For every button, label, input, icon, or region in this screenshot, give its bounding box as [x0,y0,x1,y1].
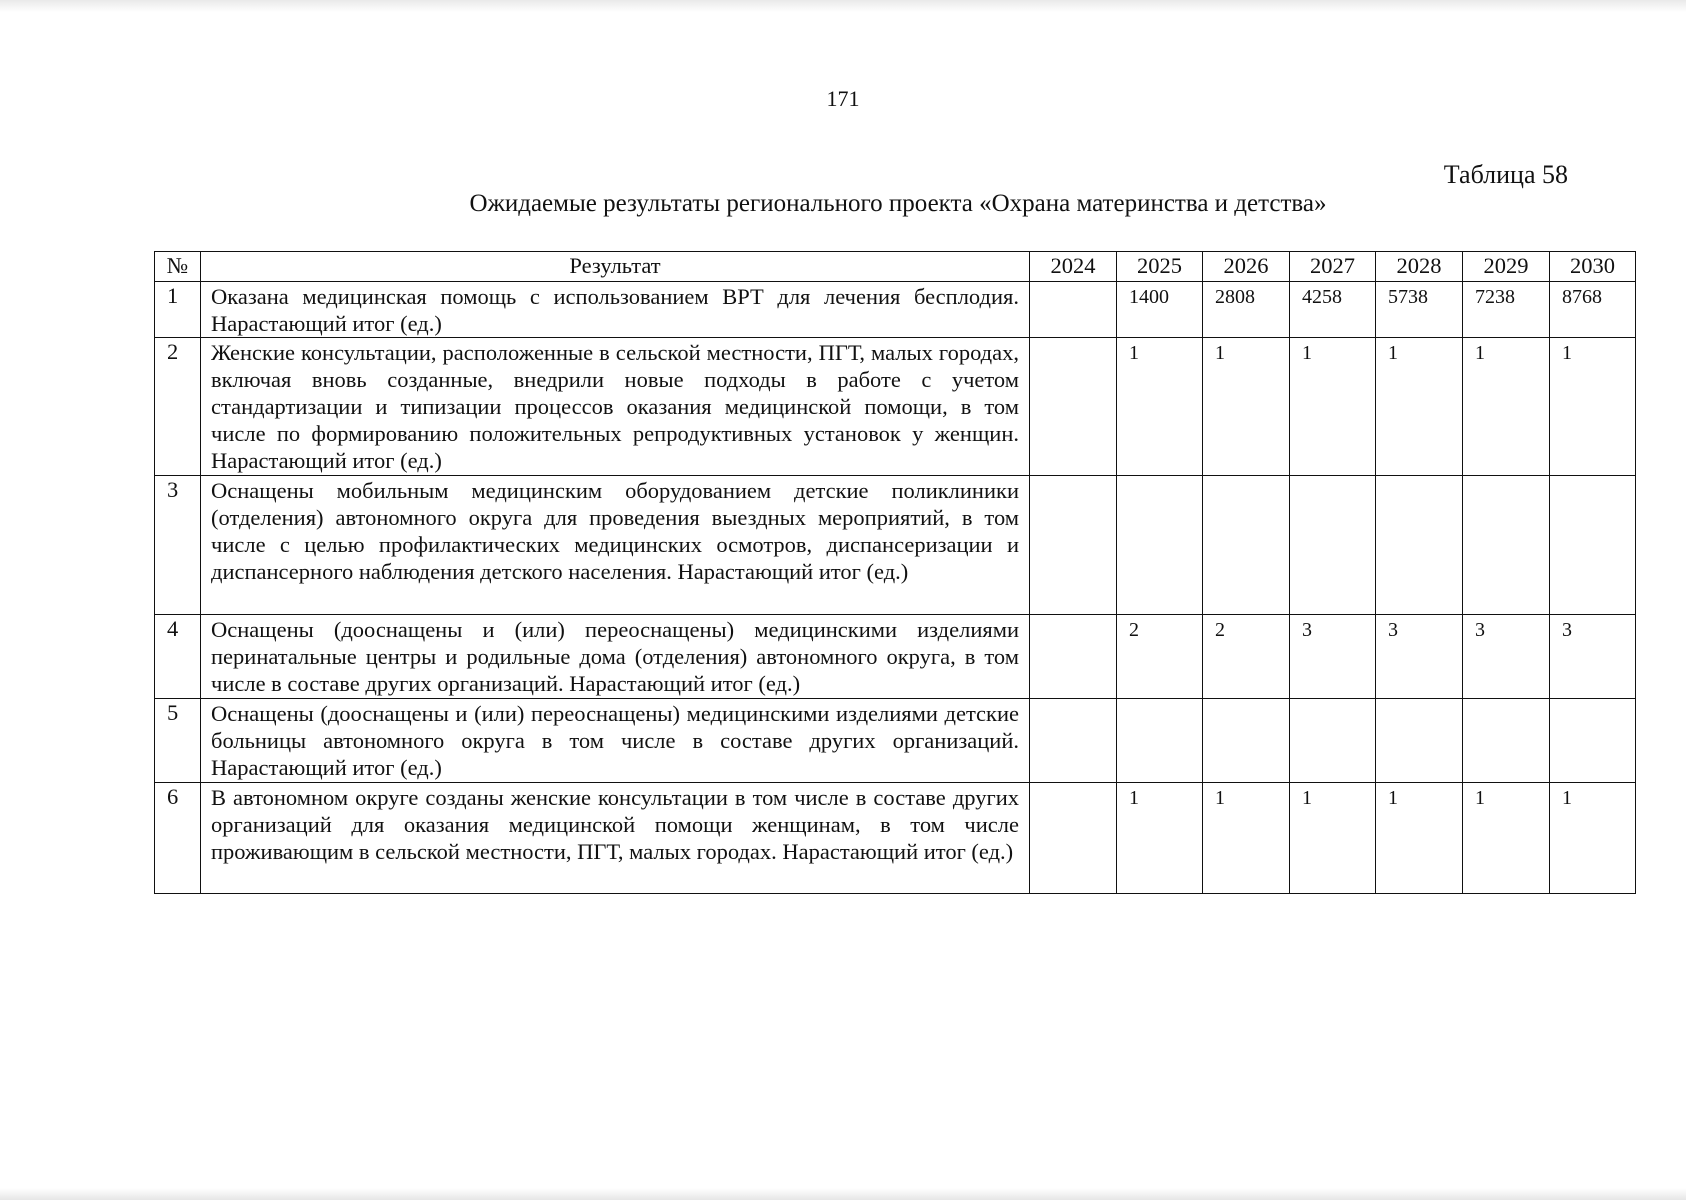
value-2024 [1030,338,1117,476]
value-2024 [1030,699,1117,783]
value-2026: 2808 [1203,282,1290,338]
header-year-2030: 2030 [1550,252,1636,282]
row-number: 4 [155,615,201,699]
value-2025: 1 [1117,783,1203,894]
table-row [155,699,1636,783]
value-2026: 1 [1203,783,1290,894]
row-result-text: Женские консультации, расположенные в сельской местности, ПГТ, малых городах, включая вновь созданные, внедрили новые подходы в работе с учетом стандартизации и типизации процессов оказания медицинской помощи, в том числе по формированию положительных репродуктивных установок у женщин. Нарастающий итог (ед.) [201,338,1030,476]
row-number: 5 [155,699,201,783]
page-number: 171 [826,86,860,111]
scan-edge-bottom [0,1188,1686,1200]
value-2027: 4258 [1290,282,1376,338]
table-row [155,783,1636,894]
value-2027: 3 [1290,615,1376,699]
header-result: Результат [201,252,1030,282]
row-number: 3 [155,476,201,615]
header-year-2026: 2026 [1203,252,1290,282]
table-title: Ожидаемые результаты регионального проекта «Охрана материнства и детства» [469,190,1327,217]
value-2025: 2 [1117,615,1203,699]
row-result-text: Оснащены мобильным медицинским оборудованием детские поликлиники (отделения) автономного округа для проведения выездных мероприятий, в том числе с целью профилактических медицинских осмотров, диспансеризации и диспансерного наблюдения детского населения. Нарастающий итог (ед.) [201,476,1030,615]
row-result-text: Оказана медицинская помощь с использованием ВРТ для лечения бесплодия. Нарастающий итог (ед.) [201,282,1030,338]
value-2027: 1 [1290,783,1376,894]
value-2030: 3 [1550,615,1636,699]
value-2029: 3 [1463,615,1550,699]
value-2027 [1290,476,1376,615]
value-2030: 1 [1550,338,1636,476]
row-number: 2 [155,338,201,476]
value-2029: 7238 [1463,282,1550,338]
value-2025 [1117,699,1203,783]
value-2028 [1376,476,1463,615]
header-year-2029: 2029 [1463,252,1550,282]
value-2024 [1030,615,1117,699]
row-number: 6 [155,783,201,894]
table-row [155,476,1636,615]
header-num: № [155,252,201,282]
value-2028: 1 [1376,783,1463,894]
value-2028 [1376,699,1463,783]
value-2030: 1 [1550,783,1636,894]
table-row [155,282,1636,338]
value-2026 [1203,699,1290,783]
header-year-2024: 2024 [1030,252,1117,282]
value-2027 [1290,699,1376,783]
value-2029: 1 [1463,783,1550,894]
value-2027: 1 [1290,338,1376,476]
row-result-text: Оснащены (дооснащены и (или) переоснащены) медицинскими изделиями детские больницы автономного округа в том числе в составе других организаций. Нарастающий итог (ед.) [201,699,1030,783]
value-2025: 1 [1117,338,1203,476]
value-2029: 1 [1463,338,1550,476]
value-2030: 8768 [1550,282,1636,338]
header-year-2027: 2027 [1290,252,1376,282]
value-2029 [1463,476,1550,615]
value-2030 [1550,476,1636,615]
row-result-text: В автономном округе созданы женские консультации в том числе в составе других организаций для оказания медицинской помощи женщинам, в том числе проживающим в сельской местности, ПГТ, малых городах. Нарастающий итог (ед.) [201,783,1030,894]
scan-edge-top [0,0,1686,12]
value-2028: 1 [1376,338,1463,476]
row-result-text: Оснащены (дооснащены и (или) переоснащены) медицинскими изделиями перинатальные центры и родильные дома (отделения) автономного округа, в том числе в составе других организаций. Нарастающий итог (ед.) [201,615,1030,699]
results-table [154,251,1636,894]
header-year-2028: 2028 [1376,252,1463,282]
value-2028: 3 [1376,615,1463,699]
table-row [155,338,1636,476]
value-2026 [1203,476,1290,615]
value-2024 [1030,476,1117,615]
value-2025 [1117,476,1203,615]
value-2024 [1030,282,1117,338]
value-2024 [1030,783,1117,894]
header-row [155,252,1636,282]
row-number: 1 [155,282,201,338]
value-2029 [1463,699,1550,783]
value-2026: 1 [1203,338,1290,476]
table-row [155,615,1636,699]
table-label: Таблица 58 [1443,160,1568,189]
value-2026: 2 [1203,615,1290,699]
header-year-2025: 2025 [1117,252,1203,282]
value-2028: 5738 [1376,282,1463,338]
value-2030 [1550,699,1636,783]
value-2025: 1400 [1117,282,1203,338]
